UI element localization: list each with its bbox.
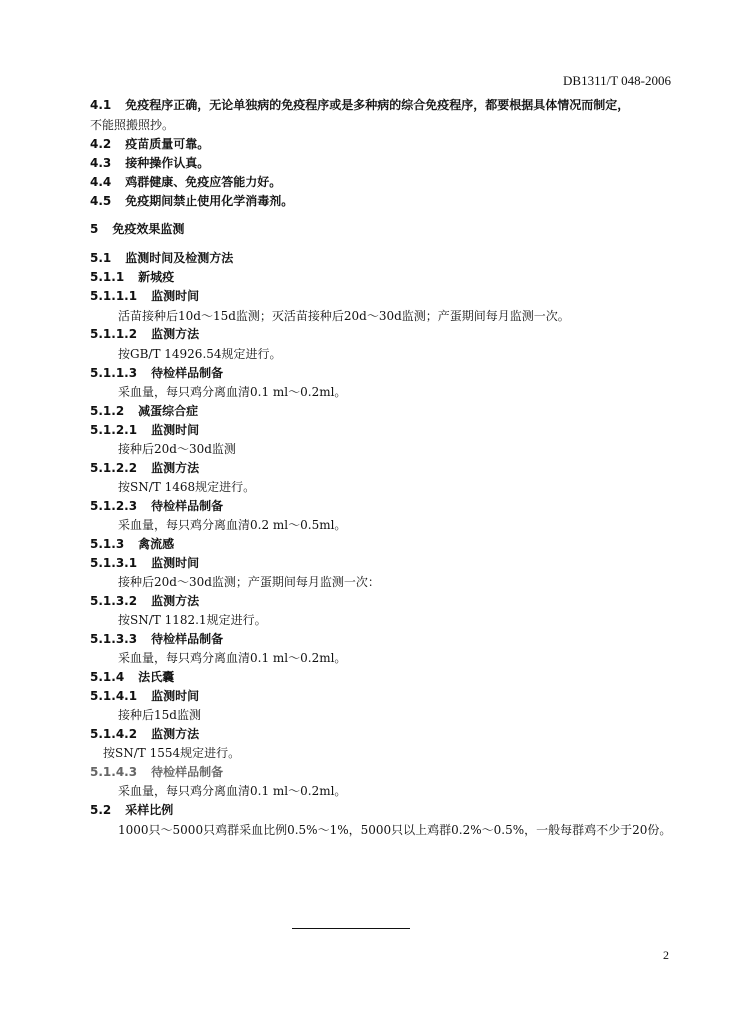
body-line bbox=[103, 746, 240, 760]
section-line bbox=[90, 556, 199, 570]
section-line bbox=[90, 194, 293, 208]
section-number: 5.1.3.3 bbox=[90, 632, 138, 646]
section-title: 法氏囊 bbox=[138, 670, 175, 684]
section-title: 待检样品制备 bbox=[151, 765, 224, 779]
section-line bbox=[90, 222, 184, 236]
end-rule bbox=[292, 928, 410, 929]
section-number: 5.1.2.3 bbox=[90, 499, 138, 513]
section-number: 4.3 bbox=[90, 156, 112, 170]
section-text: 接种后15d监测 bbox=[118, 708, 201, 722]
section-text: 采血量，每只鸡分离血清0.1 ml～0.2ml。 bbox=[118, 651, 347, 665]
section-title: 监测方法 bbox=[151, 727, 200, 741]
section-text: 接种后20d～30d监测；产蛋期间每月监测一次： bbox=[118, 575, 380, 589]
body-line bbox=[118, 518, 346, 532]
section-number: 5.1.4 bbox=[90, 670, 125, 684]
section-title: 监测时间 bbox=[151, 689, 200, 703]
section-number: 5.1.1.1 bbox=[90, 289, 138, 303]
body-line bbox=[118, 708, 201, 722]
body-line bbox=[118, 651, 346, 665]
body-line bbox=[118, 347, 282, 361]
section-number: 5.1.3.1 bbox=[90, 556, 138, 570]
section-text: 按SN/T 1182.1规定进行。 bbox=[118, 613, 267, 627]
section-line bbox=[90, 537, 174, 551]
section-number: 5.1.3 bbox=[90, 537, 125, 551]
section-title: 采样比例 bbox=[125, 803, 174, 817]
section-line bbox=[90, 404, 198, 418]
section-line bbox=[90, 670, 174, 684]
section-title: 待检样品制备 bbox=[151, 499, 224, 513]
section-line bbox=[90, 156, 209, 170]
section-number: 5.1.4.3 bbox=[90, 765, 138, 779]
section-line bbox=[90, 98, 629, 112]
section-number: 4.2 bbox=[90, 137, 112, 151]
section-title: 监测方法 bbox=[151, 594, 200, 608]
section-number: 5.1 bbox=[90, 251, 112, 265]
section-number: 5.1.4.1 bbox=[90, 689, 138, 703]
section-number: 4.5 bbox=[90, 194, 112, 208]
section-text: 按SN/T 1554规定进行。 bbox=[103, 746, 241, 760]
section-text: 按GB/T 14926.54规定进行。 bbox=[118, 347, 282, 361]
section-line bbox=[90, 175, 281, 189]
section-number: 4.4 bbox=[90, 175, 112, 189]
body-line bbox=[118, 784, 346, 798]
section-line bbox=[90, 270, 174, 284]
body-line bbox=[118, 613, 267, 627]
section-text: 接种后20d～30d监测 bbox=[118, 442, 236, 456]
section-title: 免疫效果监测 bbox=[112, 222, 185, 236]
section-text: 1000只～5000只鸡群采血比例0.5%～1%，5000只以上鸡群0.2%～0.5%，一般每群鸡不少于20份。 bbox=[118, 823, 672, 837]
section-number: 4.1 bbox=[90, 98, 112, 112]
section-line bbox=[90, 423, 199, 437]
section-line bbox=[90, 594, 199, 608]
section-title: 监测时间及检测方法 bbox=[125, 251, 234, 265]
section-number: 5.1.4.2 bbox=[90, 727, 138, 741]
section-number: 5.1.1.2 bbox=[90, 327, 138, 341]
body-line bbox=[118, 385, 346, 399]
section-line bbox=[90, 366, 223, 380]
section-title: 监测方法 bbox=[151, 461, 200, 475]
section-text: 按SN/T 1468规定进行。 bbox=[118, 480, 256, 494]
document-code: DB1311/T 048-2006 bbox=[563, 73, 671, 88]
section-number: 5.1.1.3 bbox=[90, 366, 138, 380]
section-title: 接种操作认真。 bbox=[125, 156, 210, 170]
section-number: 5.2 bbox=[90, 803, 112, 817]
section-text: 采血量，每只鸡分离血清0.2 ml～0.5ml。 bbox=[118, 518, 347, 532]
section-title: 监测时间 bbox=[151, 289, 200, 303]
section-line bbox=[90, 689, 199, 703]
section-text: 不能照搬照抄。 bbox=[90, 118, 175, 132]
section-line bbox=[90, 499, 223, 513]
section-number: 5.1.2.1 bbox=[90, 423, 138, 437]
body-line bbox=[118, 309, 570, 323]
section-title: 监测时间 bbox=[151, 423, 200, 437]
section-number: 5.1.2.2 bbox=[90, 461, 138, 475]
section-line bbox=[90, 137, 209, 151]
section-text: 活苗接种后10d～15d监测；灭活苗接种后20d～30d监测；产蛋期间每月监测一次。 bbox=[118, 309, 570, 323]
section-line bbox=[90, 632, 223, 646]
section-line bbox=[90, 327, 199, 341]
section-line bbox=[90, 727, 199, 741]
section-line bbox=[90, 803, 173, 817]
section-title: 鸡群健康、免疫应答能力好。 bbox=[125, 175, 282, 189]
section-title: 免疫期间禁止使用化学消毒剂。 bbox=[125, 194, 294, 208]
section-number: 5.1.3.2 bbox=[90, 594, 138, 608]
section-number: 5.1.1 bbox=[90, 270, 125, 284]
section-title: 疫苗质量可靠。 bbox=[125, 137, 210, 151]
section-title: 监测方法 bbox=[151, 327, 200, 341]
section-text: 采血量，每只鸡分离血清0.1 ml～0.2ml。 bbox=[118, 784, 347, 798]
section-title: 待检样品制备 bbox=[151, 632, 224, 646]
body-line bbox=[118, 480, 255, 494]
body-line bbox=[118, 442, 236, 456]
section-title: 新城疫 bbox=[138, 270, 175, 284]
body-line bbox=[118, 823, 671, 837]
section-line bbox=[90, 289, 199, 303]
section-title: 待检样品制备 bbox=[151, 366, 224, 380]
section-text: 采血量，每只鸡分离血清0.1 ml～0.2ml。 bbox=[118, 385, 347, 399]
body-line bbox=[118, 575, 380, 589]
section-line bbox=[90, 461, 199, 475]
section-title: 禽流感 bbox=[138, 537, 175, 551]
body-line bbox=[90, 118, 174, 132]
section-title: 免疫程序正确，无论单独病的免疫程序或是多种病的综合免疫程序，都要根据具体情况而制定， bbox=[125, 98, 630, 112]
section-number: 5.1.2 bbox=[90, 404, 125, 418]
section-number: 5 bbox=[90, 222, 99, 236]
section-line bbox=[90, 251, 233, 265]
section-line bbox=[90, 765, 223, 779]
page-number: 2 bbox=[663, 948, 669, 962]
section-title: 减蛋综合症 bbox=[138, 404, 199, 418]
section-title: 监测时间 bbox=[151, 556, 200, 570]
